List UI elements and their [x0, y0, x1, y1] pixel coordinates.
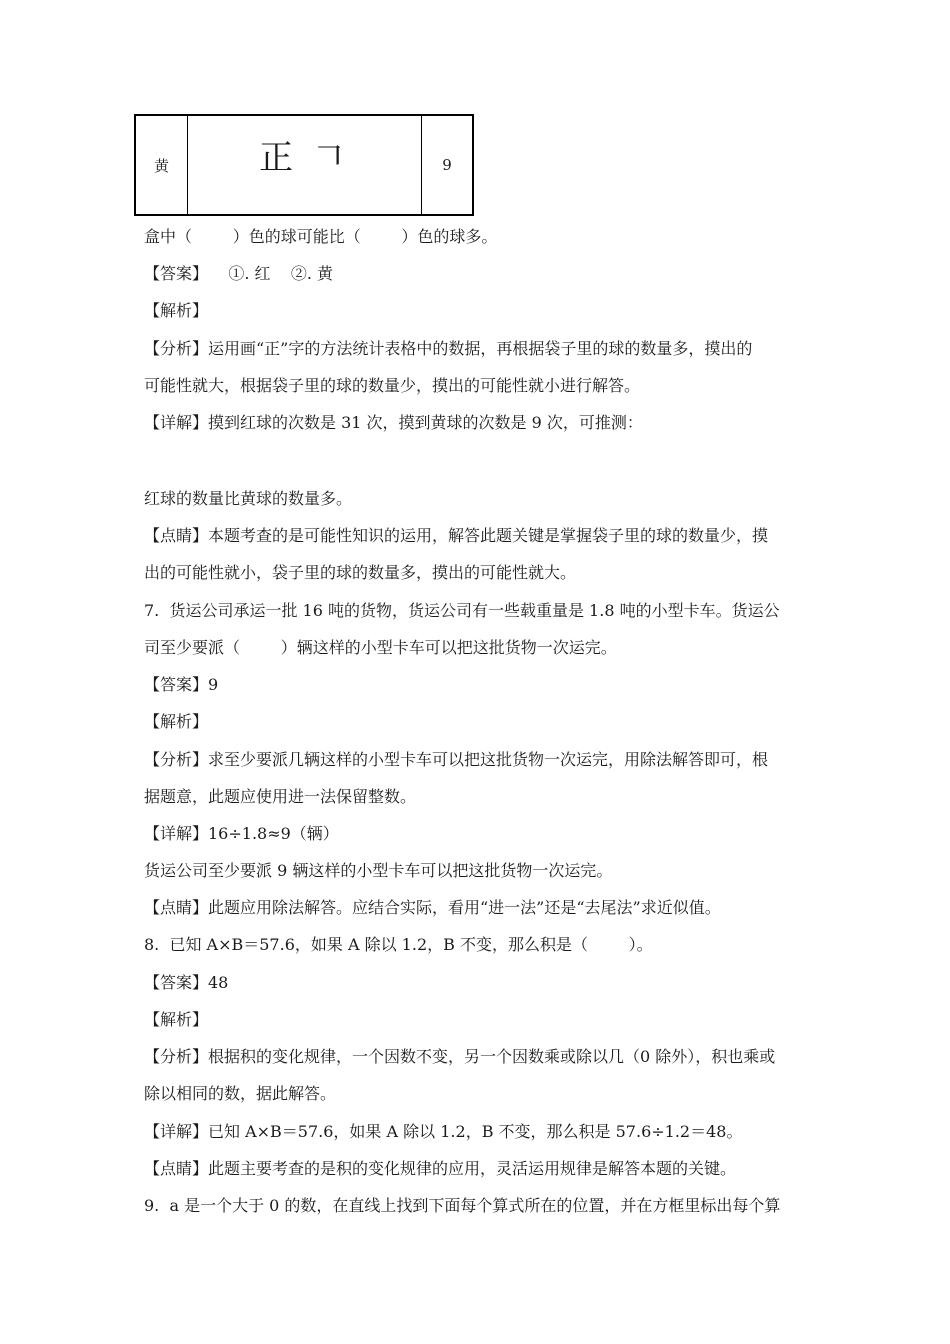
analysis-text: 【分析】根据积的变化规律，一个因数不变，另一个因数乘或除以几（0 除外），积也乘或 [144, 1047, 776, 1066]
analysis-text: 可能性就大，根据袋子里的球的数量少，摸出的可能性就小进行解答。 [144, 376, 641, 395]
question-8: 8. 已知 A×B＝57.6，如果 A 除以 1.2，B 不变，那么积是（ ）。 [144, 935, 653, 954]
key-point-text: 【点睛】此题应用除法解答。应结合实际，看用“进一法”还是“去尾法”求近似值。 [144, 898, 721, 917]
analysis-text: 【分析】求至少要派几辆这样的小型卡车可以把这批货物一次运完，用除法解答即可，根 [144, 750, 769, 769]
analysis-heading: 【解析】 [144, 712, 209, 731]
detail-text: 红球的数量比黄球的数量多。 [144, 489, 353, 508]
detail-text: 货运公司至少要派 9 辆这样的小型卡车可以把这批货物一次运完。 [144, 861, 613, 880]
question-7: 司至少要派（ ）辆这样的小型卡车可以把这批货物一次运完。 [144, 638, 617, 657]
key-point-text: 出的可能性就小，袋子里的球的数量多，摸出的可能性就大。 [144, 563, 577, 582]
analysis-text: 【分析】运用画“正”字的方法统计表格中的数据，再根据袋子里的球的数量多，摸出的 [144, 339, 753, 358]
question-9: 9. a 是一个大于 0 的数，在直线上找到下面每个算式所在的位置，并在方框里标出每个算 [144, 1196, 781, 1215]
key-point-text: 【点睛】此题主要考查的是积的变化规律的应用，灵活运用规律是解答本题的关键。 [144, 1159, 737, 1178]
tally-table [134, 114, 474, 216]
count-cell: 9 [442, 156, 452, 174]
question-text: 盒中（ ）色的球可能比（ ）色的球多。 [144, 227, 498, 246]
answer-label: 【答案】48 [144, 973, 229, 992]
key-point-text: 【点睛】本题考查的是可能性知识的运用，解答此题关键是掌握袋子里的球的数量少，摸 [144, 526, 769, 545]
question-7: 7. 货运公司承运一批 16 吨的货物，货运公司有一些载重量是 1.8 吨的小型卡车。货运公 [144, 601, 780, 620]
detail-text: 【详解】已知 A×B＝57.6，如果 A 除以 1.2，B 不变，那么积是 57.6÷1.2＝48。 [144, 1122, 743, 1141]
analysis-text: 除以相同的数，据此解答。 [144, 1084, 337, 1103]
analysis-heading: 【解析】 [144, 301, 209, 320]
detail-text: 【详解】摸到红球的次数是 31 次，摸到黄球的次数是 9 次，可推测： [144, 413, 643, 432]
answer-label: 【答案】9 [144, 675, 219, 694]
analysis-heading: 【解析】 [144, 1010, 209, 1029]
analysis-text: 据题意，此题应使用进一法保留整数。 [144, 787, 417, 806]
color-cell: 黄 [136, 116, 188, 214]
detail-text: 【详解】16÷1.8≈9（辆） [144, 824, 339, 843]
answer-label: 【答案】 ①. 红 ②. 黄 [144, 264, 334, 283]
tally-marks: 正 𠃍 [188, 116, 422, 214]
